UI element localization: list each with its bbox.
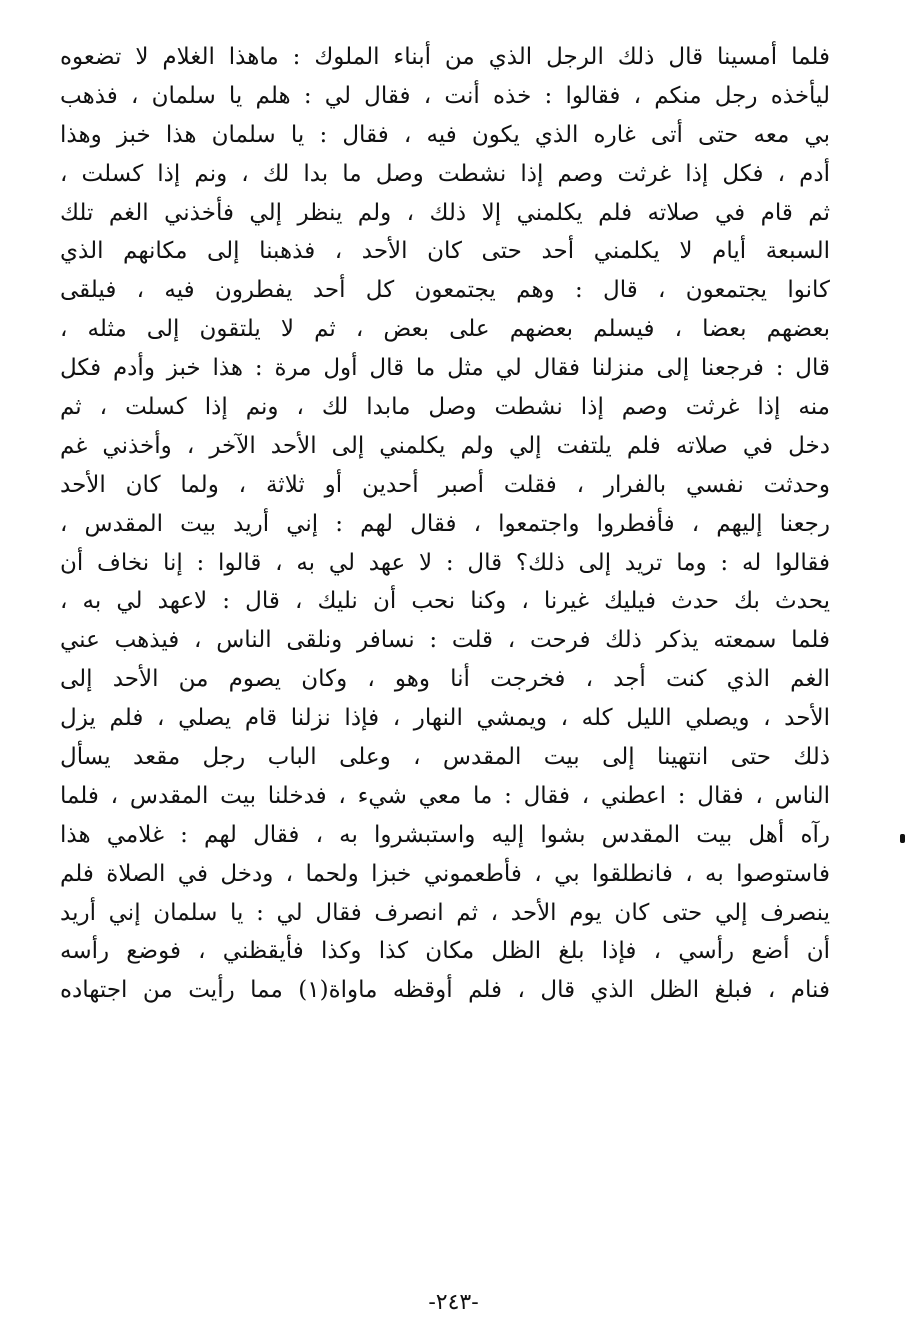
page-number: -٢٤٣- (428, 1290, 479, 1315)
text-line: ثم قام في صلاته فلم يكلمني إلا ذلك ، ولم ينظر إلي فأخذني الغم تلك (60, 199, 830, 226)
text-line: قال : فرجعنا إلى منزلنا فقال لي مثل ما قال أول مرة : هذا خبز وأدم فكل (60, 355, 830, 382)
text-line: بي معه حتى أتى غاره الذي يكون فيه ، فقال : يا سلمان هذا خبز وهذا (60, 121, 830, 148)
body-text (60, 38, 830, 1010)
text-line: الأحد ، ويصلي الليل كله ، ويمشي النهار ، فإذا نزلنا قام يصلي ، فلم يزل (60, 705, 830, 732)
text-line: دخل في صلاته فلم يلتفت إلي ولم يكلمني إلى الأحد الآخر ، وأخذني غم (60, 432, 830, 459)
text-line: السبعة أيام لا يكلمني أحد حتى كان الأحد ، فذهبنا إلى مكانهم الذي (60, 238, 830, 265)
text-line: وحدثت نفسي بالفرار ، فقلت أصبر أحدين أو ثلاثة ، ولما كان الأحد (60, 471, 830, 498)
text-line: يحدث بك حدث فيليك غيرنا ، وكنا نحب أن نليك ، قال : لاعهد لي به ، (60, 588, 830, 615)
text-line: فلما سمعته يذكر ذلك فرحت ، قلت : نسافر ونلقى الناس ، فيذهب عني (60, 627, 830, 654)
text-line: رآه أهل بيت المقدس بشوا إليه واستبشروا به ، فقال لهم : غلامي هذا (60, 821, 830, 848)
text-line: فاستوصوا به ، فانطلقوا بي ، فأطعموني خبزا ولحما ، ودخل في الصلاة فلم (60, 860, 830, 887)
margin-mark (900, 834, 905, 843)
text-line: كانوا يجتمعون ، قال : وهم يجتمعون كل أحد يفطرون فيه ، فيلقى (60, 277, 830, 304)
text-line: بعضهم بعضا ، فيسلم بعضهم على بعض ، ثم لا يلتقون إلى مثله ، (60, 316, 830, 343)
text-line: فلما أمسينا قال ذلك الرجل الذي من أبناء الملوك : ماهذا الغلام لا تضعوه (60, 44, 830, 70)
text-line: فنام ، فبلغ الظل الذي قال ، فلم أوقظه ماواة(١) مما رأيت من اجتهاده (60, 977, 830, 1004)
text-line: الغم الذي كنت أجد ، فخرجت أنا وهو ، وكان يصوم من الأحد إلى (60, 666, 830, 693)
text-line: فقالوا له : وما تريد إلى ذلك؟ قال : لا عهد لي به ، قالوا : إنا نخاف أن (60, 549, 830, 576)
text-line: ينصرف إلي حتى كان يوم الأحد ، ثم انصرف فقال لي : يا سلمان إني أريد (60, 899, 830, 926)
text-line: أن أضع رأسي ، فإذا بلغ الظل مكان كذا وكذا فأيقظني ، فوضع رأسه (60, 938, 830, 965)
text-line: الناس ، فقال : اعطني ، فقال : ما معي شيء ، فدخلنا بيت المقدس ، فلما (60, 782, 830, 809)
text-line: ليأخذه رجل منكم ، فقالوا : خذه أنت ، فقال لي : هلم يا سلمان ، فذهب (60, 82, 830, 109)
text-line: ذلك حتى انتهينا إلى بيت المقدس ، وعلى الباب رجل مقعد يسأل (60, 744, 830, 771)
text-line: منه إذا غرثت وصم إذا نشطت وصل مابدا لك ، ونم إذا كسلت ، ثم (60, 394, 830, 421)
text-line: أدم ، فكل إذا غرثت وصم إذا نشطت وصل ما بدا لك ، ونم إذا كسلت ، (60, 160, 830, 187)
text-line: رجعنا إليهم ، فأفطروا واجتمعوا ، فقال لهم : إني أريد بيت المقدس ، (60, 510, 830, 537)
